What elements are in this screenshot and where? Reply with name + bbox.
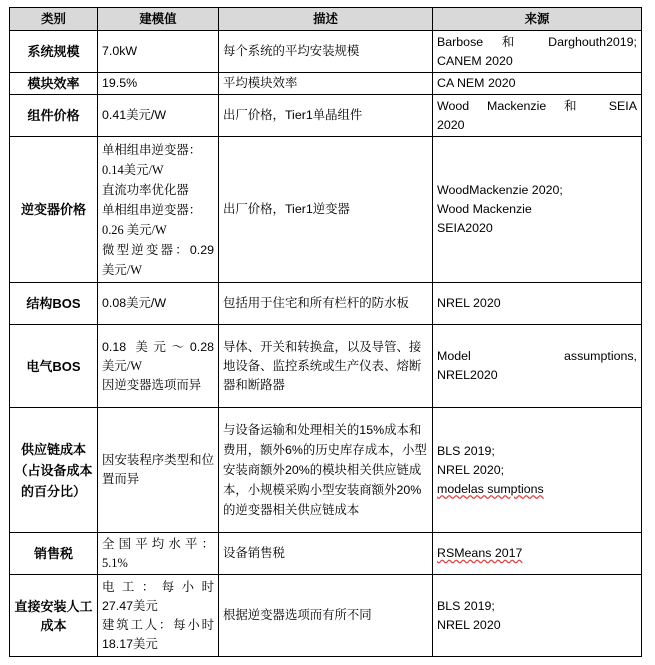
value-cell: 0.08美元/W bbox=[98, 283, 219, 325]
source-line: modelas sumptions bbox=[437, 481, 544, 496]
table-row bbox=[10, 533, 642, 575]
pv-cost-table bbox=[9, 7, 642, 657]
source-line: 2020 bbox=[437, 117, 465, 132]
table-row bbox=[10, 283, 642, 325]
table-row bbox=[10, 137, 642, 283]
value-line: 美元/W bbox=[102, 262, 142, 277]
value-line: 18.17美元 bbox=[102, 636, 158, 651]
value-cell: 0.41美元/W bbox=[98, 95, 219, 137]
source-line: Barbose 和 Darghouth2019; bbox=[437, 34, 637, 49]
table-container bbox=[9, 7, 642, 657]
source-line: BLS 2019; bbox=[437, 598, 495, 613]
value-line: 微型逆变器：0.29 bbox=[102, 242, 214, 257]
source-cell bbox=[433, 31, 642, 73]
description-cell: 导体、开关和转换盒，以及导管、接地设备、监控系统或生产仪表、熔断器和断路器 bbox=[219, 325, 433, 408]
source-cell bbox=[433, 137, 642, 283]
source-cell bbox=[433, 95, 642, 137]
value-line: 因逆变器选项而异 bbox=[102, 377, 202, 392]
value-line: 0.14美元/W bbox=[102, 162, 164, 177]
source-line: CANEM 2020 bbox=[437, 53, 513, 68]
category-cell: 组件价格 bbox=[10, 95, 98, 137]
header-value: 建模值 bbox=[98, 8, 219, 31]
value-line: 单相组串逆变器： bbox=[102, 202, 202, 217]
description-cell: 出厂价格，Tier1单晶组件 bbox=[219, 95, 433, 137]
table-row bbox=[10, 95, 642, 137]
value-line: 单相组串逆变器： bbox=[102, 142, 202, 157]
table-row bbox=[10, 325, 642, 408]
source-line: CA NEM 2020 bbox=[437, 76, 516, 90]
source-line: Wood Mackenzie 和 SEIA bbox=[437, 98, 637, 113]
source-line: Wood Mackenzie bbox=[437, 202, 532, 216]
category-cell: 逆变器价格 bbox=[10, 137, 98, 283]
source-line: WoodMackenzie 2020; bbox=[437, 183, 563, 197]
header-source: 来源 bbox=[433, 8, 642, 31]
source-cell bbox=[433, 533, 642, 575]
value-line: 0.26 美元/W bbox=[102, 222, 167, 237]
source-line: SEIA2020 bbox=[437, 221, 493, 235]
source-line: NREL 2020; bbox=[437, 462, 505, 477]
category-cell: 供应链成本（占设备成本的百分比） bbox=[10, 408, 98, 533]
source-line: NREL2020 bbox=[437, 368, 498, 382]
header-category: 类别 bbox=[10, 8, 98, 31]
source-line: BLS 2019; bbox=[437, 443, 495, 458]
source-cell bbox=[433, 73, 642, 95]
source-line: NREL 2020 bbox=[437, 296, 501, 310]
table-row bbox=[10, 73, 642, 95]
description-cell: 根据逆变器选项而有所不同 bbox=[219, 575, 433, 657]
source-cell bbox=[433, 408, 642, 533]
value-cell bbox=[98, 575, 219, 657]
description-cell: 设备销售税 bbox=[219, 533, 433, 575]
source-cell bbox=[433, 575, 642, 657]
value-line: 0.18 美元～0.28 bbox=[102, 339, 214, 354]
table-row bbox=[10, 408, 642, 533]
source-line: RSMeans 2017 bbox=[437, 546, 523, 560]
category-cell: 销售税 bbox=[10, 533, 98, 575]
description-cell: 出厂价格，Tier1逆变器 bbox=[219, 137, 433, 283]
description-cell: 包括用于住宅和所有栏杆的防水板 bbox=[219, 283, 433, 325]
value-cell bbox=[98, 533, 219, 575]
header-description: 描述 bbox=[219, 8, 433, 31]
value-cell: 因安装程序类型和位置而异 bbox=[98, 408, 219, 533]
header-row bbox=[10, 8, 642, 31]
table-row bbox=[10, 575, 642, 657]
value-line: 电工：每小时 bbox=[102, 579, 214, 594]
value-line: 建筑工人：每小时 bbox=[102, 617, 214, 632]
value-line: 5.1% bbox=[102, 555, 128, 570]
category-cell: 电气BOS bbox=[10, 325, 98, 408]
category-cell: 直接安装人工成本 bbox=[10, 575, 98, 657]
value-cell bbox=[98, 325, 219, 408]
value-cell: 7.0kW bbox=[98, 31, 219, 73]
category-cell: 模块效率 bbox=[10, 73, 98, 95]
source-cell bbox=[433, 283, 642, 325]
source-line: Model assumptions, bbox=[437, 349, 637, 363]
description-cell: 平均模块效率 bbox=[219, 73, 433, 95]
source-line: NREL 2020 bbox=[437, 617, 501, 632]
value-cell: 19.5% bbox=[98, 73, 219, 95]
description-cell: 与设备运输和处理相关的15%成本和费用，额外6%的历史库存成本，小型安装商额外20%的模块相关供应链成本，小规模采购小型安装商额外20%的逆变器相关供应链成本 bbox=[219, 408, 433, 533]
category-cell: 系统规模 bbox=[10, 31, 98, 73]
description-cell: 每个系统的平均安装规模 bbox=[219, 31, 433, 73]
value-line: 全国平均水平： bbox=[102, 536, 214, 551]
value-line: 美元/W bbox=[102, 358, 142, 373]
source-cell bbox=[433, 325, 642, 408]
value-cell bbox=[98, 137, 219, 283]
table-row bbox=[10, 31, 642, 73]
value-line: 直流功率优化器 bbox=[102, 182, 189, 197]
value-line: 27.47美元 bbox=[102, 598, 158, 613]
category-cell: 结构BOS bbox=[10, 283, 98, 325]
